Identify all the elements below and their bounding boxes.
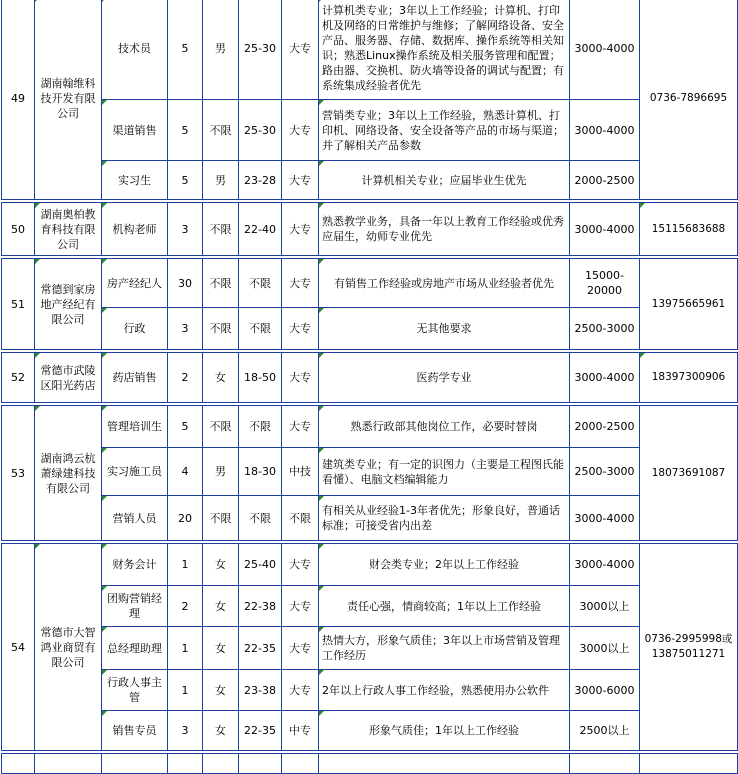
job-education: 大专 (282, 161, 319, 200)
job-education: 大专 (282, 544, 319, 586)
job-gender: 女 (203, 711, 239, 751)
job-age: 23-28 (239, 161, 282, 200)
job-listing-table (1, 0, 738, 774)
job-age: 不限 (239, 496, 282, 541)
job-salary: 3000-6000 (570, 670, 640, 711)
table-row (2, 627, 738, 670)
table-row (2, 448, 738, 496)
job-age: 不限 (239, 308, 282, 350)
job-count: 3 (168, 308, 203, 350)
job-salary: 3000-4000 (570, 0, 640, 100)
job-education: 中专 (282, 711, 319, 751)
job-requirement: 2年以上行政人事工作经验，熟悉使用办公软件 (319, 670, 570, 711)
job-requirement: 责任心强，情商较高；1年以上工作经验 (319, 586, 570, 627)
job-age: 25-30 (239, 100, 282, 161)
job-salary: 3000-4000 (570, 353, 640, 403)
table-row (2, 496, 738, 541)
table-row (2, 586, 738, 627)
job-requirement: 医药学专业 (319, 353, 570, 403)
job-count: 4 (168, 448, 203, 496)
company-phone: 0736-2995998或13875011271 (640, 544, 738, 751)
job-salary: 3000-4000 (570, 496, 640, 541)
job-requirement: 形象气质佳；1年以上工作经验 (319, 711, 570, 751)
job-position: 技术员 (102, 0, 168, 100)
job-position: 药店销售 (102, 353, 168, 403)
job-education: 大专 (282, 627, 319, 670)
job-count: 3 (168, 711, 203, 751)
job-count: 5 (168, 406, 203, 448)
job-count: 5 (168, 0, 203, 100)
company-name: 常德到家房地产经纪有限公司 (35, 259, 102, 350)
job-salary: 2500以上 (570, 711, 640, 751)
table-row (2, 161, 738, 200)
job-position: 总经理助理 (102, 627, 168, 670)
job-position: 财务会计 (102, 544, 168, 586)
job-age: 18-50 (239, 353, 282, 403)
company-number: 52 (2, 353, 35, 403)
job-gender: 女 (203, 353, 239, 403)
job-gender: 女 (203, 670, 239, 711)
job-position: 行政 (102, 308, 168, 350)
job-salary: 2500-3000 (570, 448, 640, 496)
company-name: 常德市大智鸿业商贸有限公司 (35, 544, 102, 751)
job-education: 大专 (282, 586, 319, 627)
job-gender: 男 (203, 0, 239, 100)
job-position: 房产经纪人 (102, 259, 168, 308)
company-name: 常德市武陵区阳光药店 (35, 353, 102, 403)
job-education: 不限 (282, 496, 319, 541)
job-education: 大专 (282, 353, 319, 403)
job-education: 大专 (282, 100, 319, 161)
job-education: 大专 (282, 259, 319, 308)
job-position: 渠道销售 (102, 100, 168, 161)
company-name: 湖南翰维科技开发有限公司 (35, 0, 102, 200)
job-count: 1 (168, 627, 203, 670)
job-count: 30 (168, 259, 203, 308)
job-count: 20 (168, 496, 203, 541)
job-age: 18-30 (239, 448, 282, 496)
job-gender: 不限 (203, 308, 239, 350)
table-row (2, 406, 738, 448)
job-salary: 3000以上 (570, 586, 640, 627)
table-row (2, 711, 738, 751)
job-count: 2 (168, 586, 203, 627)
table-row (2, 754, 738, 774)
company-phone: 18073691087 (640, 406, 738, 541)
job-count: 1 (168, 544, 203, 586)
job-requirement: 无其他要求 (319, 308, 570, 350)
table-row (2, 544, 738, 586)
job-gender: 女 (203, 586, 239, 627)
job-education: 大专 (282, 670, 319, 711)
job-gender: 男 (203, 161, 239, 200)
job-age: 22-38 (239, 586, 282, 627)
job-position: 销售专员 (102, 711, 168, 751)
job-position: 团购营销经理 (102, 586, 168, 627)
job-education: 大专 (282, 203, 319, 256)
job-age: 25-40 (239, 544, 282, 586)
job-age: 不限 (239, 406, 282, 448)
job-count: 2 (168, 353, 203, 403)
job-salary: 3000-4000 (570, 203, 640, 256)
job-position: 实习施工员 (102, 448, 168, 496)
table-row (2, 670, 738, 711)
job-position: 机构老师 (102, 203, 168, 256)
job-salary: 2000-2500 (570, 406, 640, 448)
table-row (2, 353, 738, 403)
job-gender: 女 (203, 544, 239, 586)
company-number: 49 (2, 0, 35, 200)
job-gender: 不限 (203, 496, 239, 541)
job-age: 22-35 (239, 627, 282, 670)
job-salary: 3000-4000 (570, 100, 640, 161)
job-requirement: 财会类专业；2年以上工作经验 (319, 544, 570, 586)
company-phone: 0736-7896695 (640, 0, 738, 200)
job-count: 3 (168, 203, 203, 256)
job-count: 5 (168, 161, 203, 200)
job-requirement: 计算机相关专业；应届毕业生优先 (319, 161, 570, 200)
company-name: 湖南鸿云杭萧绿建科技有限公司 (35, 406, 102, 541)
job-position: 营销人员 (102, 496, 168, 541)
company-phone: 18397300906 (640, 353, 738, 403)
job-age: 22-35 (239, 711, 282, 751)
job-requirement: 有相关从业经验1-3年者优先；形象良好，普通话标准；可接受省内出差 (319, 496, 570, 541)
job-salary: 15000-20000 (570, 259, 640, 308)
job-position: 实习生 (102, 161, 168, 200)
job-gender: 男 (203, 448, 239, 496)
job-requirement: 热情大方，形象气质佳；3年以上市场营销及管理工作经历 (319, 627, 570, 670)
table-row (2, 259, 738, 308)
job-requirement: 有销售工作经验或房地产市场从业经验者优先 (319, 259, 570, 308)
job-salary: 2500-3000 (570, 308, 640, 350)
job-education: 大专 (282, 0, 319, 100)
job-age: 23-38 (239, 670, 282, 711)
job-education: 大专 (282, 308, 319, 350)
job-gender: 不限 (203, 100, 239, 161)
company-number: 51 (2, 259, 35, 350)
job-age: 22-40 (239, 203, 282, 256)
job-education: 大专 (282, 406, 319, 448)
company-phone: 15115683688 (640, 203, 738, 256)
job-position: 管理培训生 (102, 406, 168, 448)
job-salary: 3000以上 (570, 627, 640, 670)
job-requirement: 建筑类专业；有一定的识图力（主要是工程图氏能看懂）、电脑文档编辑能力 (319, 448, 570, 496)
job-count: 1 (168, 670, 203, 711)
job-age: 25-30 (239, 0, 282, 100)
company-number: 54 (2, 544, 35, 751)
company-name: 湖南奥柏教育科技有限公司 (35, 203, 102, 256)
company-number: 50 (2, 203, 35, 256)
job-position: 行政人事主管 (102, 670, 168, 711)
job-salary: 3000-4000 (570, 544, 640, 586)
job-education: 中技 (282, 448, 319, 496)
table-row (2, 308, 738, 350)
job-gender: 不限 (203, 203, 239, 256)
job-requirement: 熟悉教学业务，具备一年以上教育工作经验或优秀应届生，幼师专业优先 (319, 203, 570, 256)
table-row (2, 100, 738, 161)
job-gender: 女 (203, 627, 239, 670)
job-requirement: 熟悉行政部其他岗位工作，必要时替岗 (319, 406, 570, 448)
job-age: 不限 (239, 259, 282, 308)
job-salary: 2000-2500 (570, 161, 640, 200)
job-requirement: 营销类专业；3年以上工作经验，熟悉计算机、打印机、网络设备、安全设备等产品的市场与渠道；并了解相关产品参数 (319, 100, 570, 161)
job-gender: 不限 (203, 259, 239, 308)
job-requirement: 计算机类专业；3年以上工作经验；计算机、打印机及网络的日常维护与维修；了解网络设备、安全产品、服务器、存储、数据库、操作系统等相关知识；熟悉Linux操作系统及相关服务管理和配置；路由器、交换机、防火墙等设备的调试与配置；有系统集成经验者优先 (319, 0, 570, 100)
company-number: 53 (2, 406, 35, 541)
table-row (2, 203, 738, 256)
job-gender: 不限 (203, 406, 239, 448)
job-count: 5 (168, 100, 203, 161)
table-row (2, 0, 738, 100)
company-phone: 13975665961 (640, 259, 738, 350)
